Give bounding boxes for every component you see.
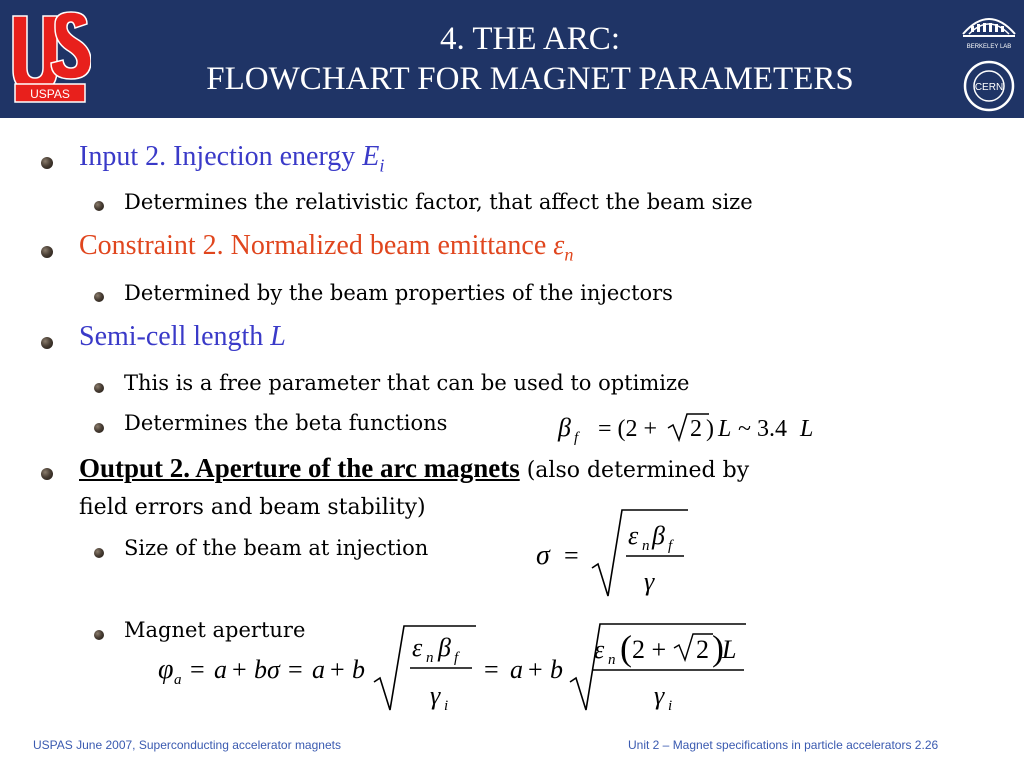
svg-text:L: L [722, 635, 737, 664]
svg-text:=: = [564, 541, 579, 570]
svg-text:φ: φ [158, 654, 174, 685]
berkeley-cern-logos [957, 4, 1021, 116]
svg-text:+: + [330, 655, 345, 684]
title-line-2: FLOWCHART FOR MAGNET PARAMETERS [206, 61, 854, 97]
svg-text:+: + [528, 655, 543, 684]
svg-text:BERKELEY LAB: BERKELEY LAB [966, 44, 1012, 50]
svg-text:γ: γ [644, 567, 655, 596]
svg-text:β: β [558, 413, 571, 442]
header-bar [0, 0, 1024, 118]
svg-text:2: 2 [696, 635, 709, 664]
sub-bullet-icon [94, 383, 104, 393]
svg-text:n: n [608, 652, 616, 668]
output-2-detail-1: Size of the beam at injection [124, 536, 429, 560]
sub-bullet-icon [94, 630, 104, 640]
constraint-2-detail: Determined by the beam properties of the injectors [124, 281, 673, 305]
bullet-icon [41, 157, 53, 169]
output-2-heading: Output 2. Aperture of the arc magnets (also determined by [79, 453, 750, 483]
svg-text:CERN: CERN [974, 82, 1004, 93]
svg-text:(: ( [620, 628, 632, 668]
svg-text:γ: γ [654, 681, 665, 710]
svg-text:n: n [642, 538, 650, 554]
svg-text:L: L [718, 416, 732, 442]
svg-text:ε: ε [412, 633, 423, 662]
svg-text:a: a [214, 655, 227, 684]
svg-text:a: a [312, 655, 325, 684]
svg-text:f: f [668, 538, 673, 554]
svg-text:f: f [574, 430, 579, 446]
svg-text:): ) [706, 416, 714, 442]
svg-text:USPAS: USPAS [30, 87, 70, 101]
svg-text:bσ: bσ [254, 655, 280, 684]
sub-bullet-icon [94, 548, 104, 558]
svg-text:i: i [668, 698, 673, 714]
cern-logo [965, 62, 1013, 110]
input-2-heading: Input 2. Injection energy $E_i$ [79, 141, 385, 176]
berkeley-lab-logo [963, 19, 1015, 50]
svg-text:ε: ε [594, 635, 605, 664]
svg-text:a: a [510, 655, 523, 684]
svg-text:γ: γ [430, 681, 441, 710]
semi-cell-detail-2: Determines the beta functions [124, 411, 448, 435]
svg-text:= (2 +: = (2 + [598, 416, 658, 442]
svg-text:β: β [652, 521, 665, 550]
svg-text:b: b [352, 655, 365, 684]
output-2-heading-line2: field errors and beam stability) [79, 495, 426, 520]
svg-text:σ: σ [536, 540, 550, 571]
footer-left: USPAS June 2007, Superconducting accelerator magnets [33, 738, 341, 752]
sub-bullet-icon [94, 423, 104, 433]
svg-text:=: = [190, 655, 205, 684]
title-line-1: 4. THE ARC: [439, 21, 620, 57]
svg-text:=: = [288, 655, 303, 684]
svg-text:ε: ε [628, 521, 639, 550]
svg-text:2 +: 2 + [632, 635, 667, 664]
bullet-icon [41, 246, 53, 258]
input-2-detail: Determines the relativistic factor, that affect the beam size [124, 190, 753, 214]
aperture-formula [156, 618, 756, 718]
svg-text:=: = [484, 655, 499, 684]
svg-text:~ 3.4: ~ 3.4 [738, 416, 787, 442]
semi-cell-heading: Semi-cell length L [79, 321, 286, 352]
svg-text:2: 2 [690, 416, 702, 442]
svg-text:b: b [550, 655, 563, 684]
bullet-icon [41, 337, 53, 349]
footer-right: Unit 2 – Magnet specifications in particle accelerators 2.26 [628, 738, 939, 752]
svg-text:i: i [444, 698, 449, 714]
sigma-formula [534, 506, 694, 606]
sub-bullet-icon [94, 292, 104, 302]
svg-text:β: β [438, 633, 451, 662]
svg-text:n: n [426, 650, 434, 666]
output-2-detail-2: Magnet aperture [124, 618, 306, 642]
svg-text:L: L [800, 416, 814, 442]
constraint-2-heading: Constraint 2. Normalized beam emittance $\varepsilon_n$ [79, 230, 574, 265]
beta-formula [556, 408, 836, 448]
svg-text:): ) [712, 628, 724, 668]
svg-text:+: + [232, 655, 247, 684]
uspas-logo [9, 10, 91, 106]
bullet-icon [41, 468, 53, 480]
svg-text:f: f [454, 650, 459, 666]
semi-cell-detail-1: This is a free parameter that can be used to optimize [124, 371, 690, 395]
svg-text:a: a [174, 672, 182, 688]
sub-bullet-icon [94, 201, 104, 211]
